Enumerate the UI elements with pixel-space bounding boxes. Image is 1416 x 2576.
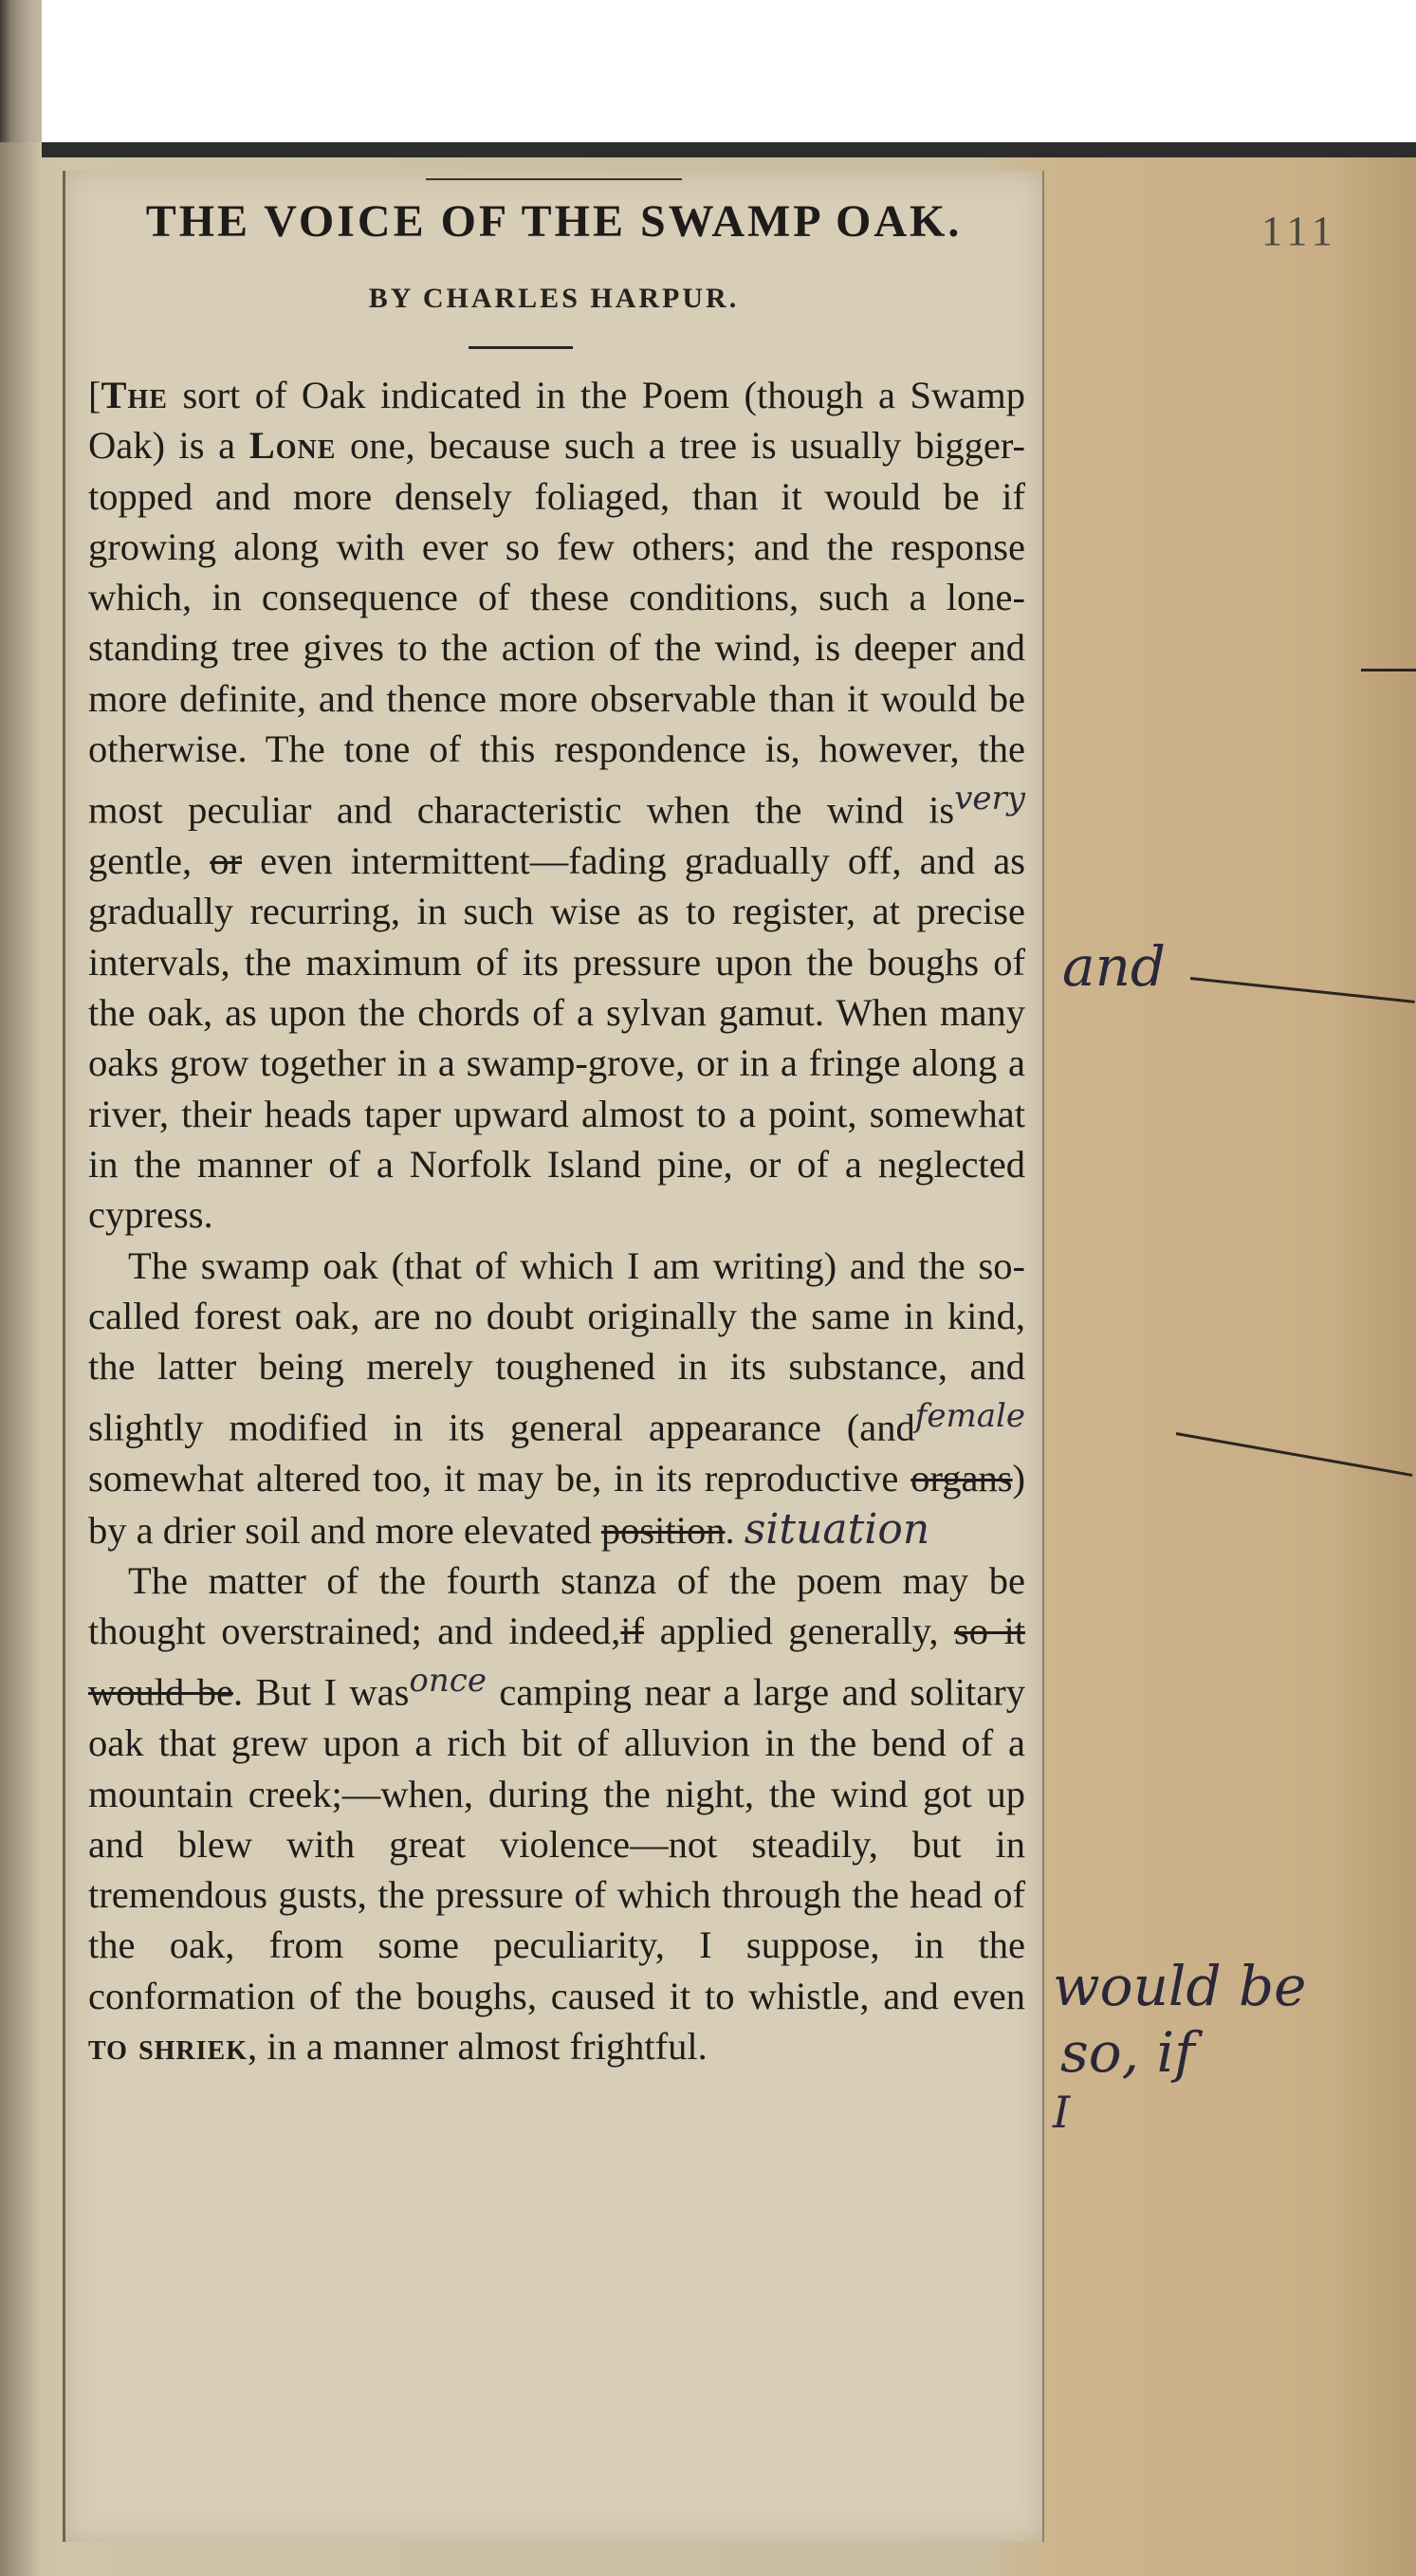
margin-note-i: I [1053,2087,1071,2138]
struck-word-if: if [620,1610,645,1653]
handwritten-insertion-female: female [914,1397,1025,1436]
handwritten-insertion-once: once [409,1662,487,1701]
struck-word-organs: organs [910,1457,1013,1500]
text-run: The matter of the fourth stanza of the poem may be thought overstrained; and indeed, [88,1558,1025,1653]
struck-word-or: or [210,839,242,883]
text-run: one, because such a tree is usually bigger-topped and more densely foliaged, than it would be if growing along with ever so few others; and the response which, in consequence of these conditions, such a lone-standing tree gives to the action of the wind, is deeper and more definite, and thence more observable than it would be otherwise. The tone of this respondence is, however, the most peculiar and characteristic when the wind is [88,424,1025,832]
text-run: . But I was [232,1670,410,1714]
struck-word-position: position [600,1508,726,1552]
margin-note-would-be: would be [1053,1954,1307,2018]
byline-rule [469,346,573,349]
text-run: camping near a large and solitary oak that grew upon a rich bit of alluvion in the bend of a mountain creek;—when, during the night, the wind got up and blew with great violence—not steadily, but in tremendous gusts, the pressure of which through the head of the oak, from some peculiarity, I suppose, in the conformation of the boughs, caused it to whistle, and even [88,1670,1025,2017]
text-run: somewhat altered too, it may be, in its reproductive [88,1457,899,1500]
text-run: applied generally, [659,1610,939,1653]
text-run: The swamp oak (that of which I am writing) and the so-called forest oak, are no doubt originally the same in kind, the latter being merely toughened in its substance, and slightly modified in its general appearance (and [88,1243,1025,1449]
article-byline: BY CHARLES HARPUR. [368,283,740,314]
text-run: sort of Oak indicated in the Poem (though a Swamp Oak) is a [88,374,1025,468]
margin-note-and: and [1062,934,1167,999]
small-caps-the: The [101,374,168,416]
article-body [88,370,1025,2071]
newspaper-clipping [63,171,1044,2542]
page-number: 111 [1261,208,1338,254]
small-caps-lone: Lone [248,424,337,468]
small-caps-to-shriek: to shriek [88,2025,248,2068]
bracket: [ [88,374,101,416]
paragraph-1 [88,370,1025,1241]
text-run: . [725,1508,735,1552]
top-rule [426,178,682,180]
paragraph-2 [88,1241,1025,1555]
page-tear-edge [1361,669,1416,672]
text-run: , in a manner almost frightful. [248,2025,708,2068]
paragraph-3 [88,1555,1025,2071]
article-title: THE VOICE OF THE SWAMP OAK. [145,196,963,247]
text-run: even intermittent—fading gradually off, and as gradually recurring, in such wise as to register, at precise intervals, the maximum of its pressure upon the boughs of the oak, as upon the chords of a sylvan gamut. When many oaks grow together in a swamp-grove, or in a fringe along a river, their heads taper upward almost to a point, somewhat in the manner of a Norfolk Island pine, or of a neglected cypress. [88,839,1025,1237]
handwritten-insertion-very: very [954,780,1025,819]
text-run: gentle, [88,839,193,883]
text-run: ) by a drier soil and more elevated [88,1457,1025,1552]
handwritten-situation: situation [744,1504,930,1554]
struck-phrase-so-it-would-be: so it would be [88,1610,1026,1714]
margin-note-so-if: so, if [1060,2020,1195,2085]
page-top-edge [42,142,1416,157]
